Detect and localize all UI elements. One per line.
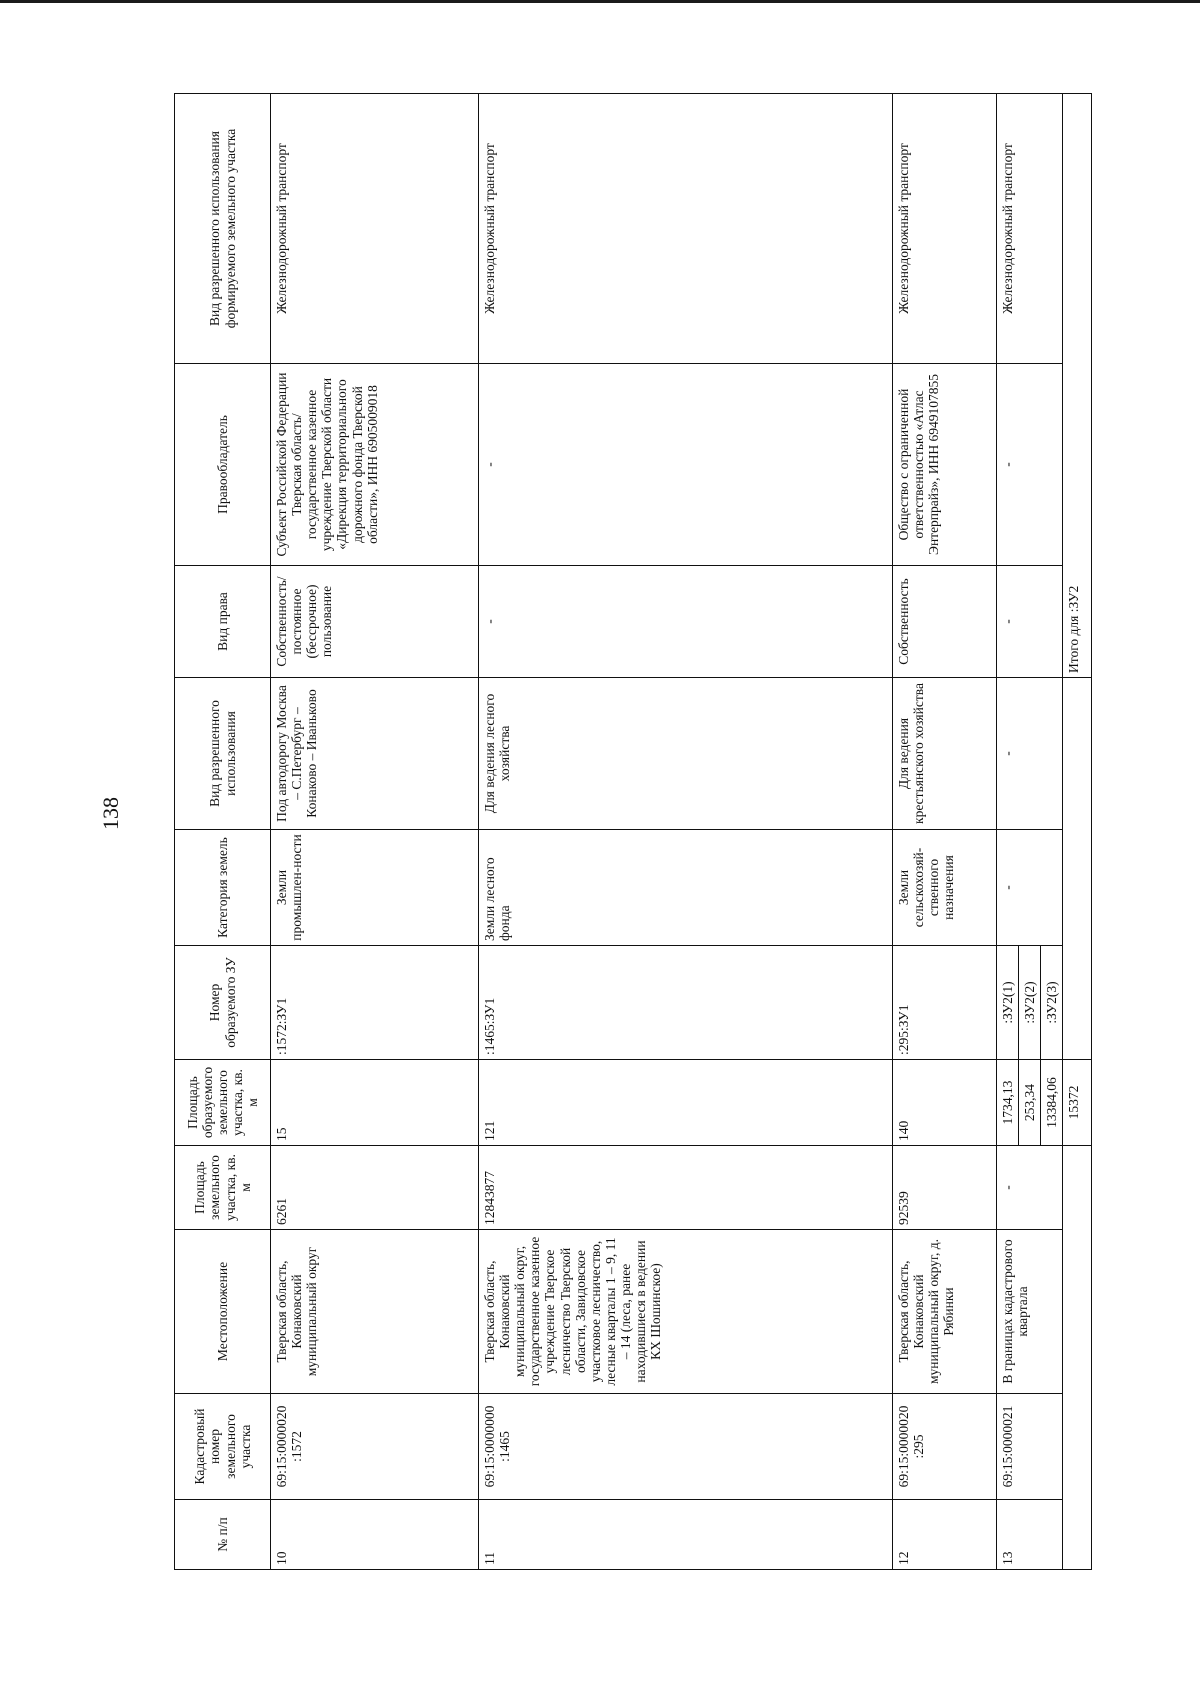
total-label: Итого для :ЗУ2 bbox=[1063, 94, 1092, 678]
cell-category: - bbox=[997, 830, 1063, 946]
cell-right: Собственность/ постоянное (бессрочное) пользование bbox=[271, 566, 479, 678]
total-value: 15372 bbox=[1063, 1060, 1092, 1146]
cell-formed-num: :1572:ЗУ1 bbox=[271, 946, 479, 1060]
cell-area: - bbox=[997, 1146, 1063, 1230]
cell-formed-area: 253,34 bbox=[1019, 1060, 1041, 1146]
cell-empty bbox=[1063, 678, 1092, 1060]
cell-holder: Общество с ограниченной ответственностью «Атлас Энтерпрайз», ИНН 6949107855 bbox=[893, 364, 997, 566]
cell-location: В границах кадастрового квартала bbox=[997, 1230, 1063, 1394]
cell-area: 92539 bbox=[893, 1146, 997, 1230]
page-number: 138 bbox=[98, 797, 123, 830]
cell-formed-area: 13384,06 bbox=[1041, 1060, 1063, 1146]
cell-num: 12 bbox=[893, 1500, 997, 1570]
cell-category: Земли сельскохозяй-ственного назначения bbox=[893, 830, 997, 946]
header-right: Вид права bbox=[175, 566, 271, 678]
land-plots-table bbox=[174, 93, 1092, 1570]
cell-use: Для ведения крестьянского хозяйства bbox=[893, 678, 997, 830]
rotated-page bbox=[174, 94, 1092, 1570]
cell-cadastral: 69:15:0000021 bbox=[997, 1394, 1063, 1500]
cell-formed-use: Железнодорожный транспорт bbox=[479, 94, 893, 364]
cell-category: Земли лесного фонда bbox=[479, 830, 893, 946]
cell-formed-area: 121 bbox=[479, 1060, 893, 1146]
cell-empty bbox=[1063, 1146, 1092, 1570]
header-num: № п/п bbox=[175, 1500, 271, 1570]
total-row bbox=[1063, 94, 1092, 1570]
cell-formed-num: :ЗУ2(3) bbox=[1041, 946, 1063, 1060]
cell-formed-area: 15 bbox=[271, 1060, 479, 1146]
cell-holder: - bbox=[479, 364, 893, 566]
header-formed-use: Вид разрешенного использования формируемого земельного участка bbox=[175, 94, 271, 364]
cell-area: 12843877 bbox=[479, 1146, 893, 1230]
table-row bbox=[271, 94, 479, 1570]
cell-formed-use: Железнодорожный транспорт bbox=[271, 94, 479, 364]
header-location: Местоположение bbox=[175, 1230, 271, 1394]
cell-formed-use: Железнодорожный транспорт bbox=[893, 94, 997, 364]
cell-use: Для ведения лесного хозяйства bbox=[479, 678, 893, 830]
cell-num: 11 bbox=[479, 1500, 893, 1570]
cell-formed-num: :1465:ЗУ1 bbox=[479, 946, 893, 1060]
cell-area: 6261 bbox=[271, 1146, 479, 1230]
cell-formed-num: :ЗУ2(2) bbox=[1019, 946, 1041, 1060]
cell-num: 10 bbox=[271, 1500, 479, 1570]
header-formed-area: Площадь образуемого земельного участка, кв. м bbox=[175, 1060, 271, 1146]
table-row bbox=[479, 94, 893, 1570]
cell-formed-area: 1734,13 bbox=[997, 1060, 1019, 1146]
header-formed-num: Номер образуемого ЗУ bbox=[175, 946, 271, 1060]
scan-edge bbox=[0, 0, 1200, 3]
header-row bbox=[175, 94, 271, 1570]
cell-location: Тверская область, Конаковский муниципальный округ, д. Рябинки bbox=[893, 1230, 997, 1394]
cell-holder: Субъект Российской Федерации Тверская область/ государственное казенное учреждение Тверской области «Дирекция территориального дорожного фонда Тверской области», ИНН 6905009018 bbox=[271, 364, 479, 566]
cell-location: Тверская область, Конаковский муниципальный округ bbox=[271, 1230, 479, 1394]
header-use: Вид разрешенного использования bbox=[175, 678, 271, 830]
cell-use: - bbox=[997, 678, 1063, 830]
cell-formed-num: :ЗУ2(1) bbox=[997, 946, 1019, 1060]
cell-formed-use: Железнодорожный транспорт bbox=[997, 94, 1063, 364]
table-row bbox=[997, 94, 1019, 1570]
cell-location: Тверская область, Конаковский муниципальный округ, государственное казенное учреждение Тверское лесничество Тверской области, Завидовское участковое лесничество, лесные кварталы 1 – 9, 11 – 14 (леса, ранее находившиеся в ведении КХ Шошинское) bbox=[479, 1230, 893, 1394]
header-cadastral: Кадастровый номер земельного участка bbox=[175, 1394, 271, 1500]
cell-cadastral: 69:15:0000000 :1465 bbox=[479, 1394, 893, 1500]
cell-category: Земли промышлен-ности bbox=[271, 830, 479, 946]
header-category: Категория земель bbox=[175, 830, 271, 946]
cell-right: - bbox=[479, 566, 893, 678]
header-area: Площадь земельного участка, кв. м bbox=[175, 1146, 271, 1230]
cell-cadastral: 69:15:0000020 :1572 bbox=[271, 1394, 479, 1500]
cell-right: Собственность bbox=[893, 566, 997, 678]
cell-cadastral: 69:15:0000020 :295 bbox=[893, 1394, 997, 1500]
header-holder: Правообладатель bbox=[175, 364, 271, 566]
cell-formed-num: :295:ЗУ1 bbox=[893, 946, 997, 1060]
cell-holder: - bbox=[997, 364, 1063, 566]
cell-use: Под автодорогу Москва – С.Петербург – Конаково – Иваньково bbox=[271, 678, 479, 830]
cell-formed-area: 140 bbox=[893, 1060, 997, 1146]
cell-num: 13 bbox=[997, 1500, 1063, 1570]
table-row bbox=[893, 94, 997, 1570]
cell-right: - bbox=[997, 566, 1063, 678]
